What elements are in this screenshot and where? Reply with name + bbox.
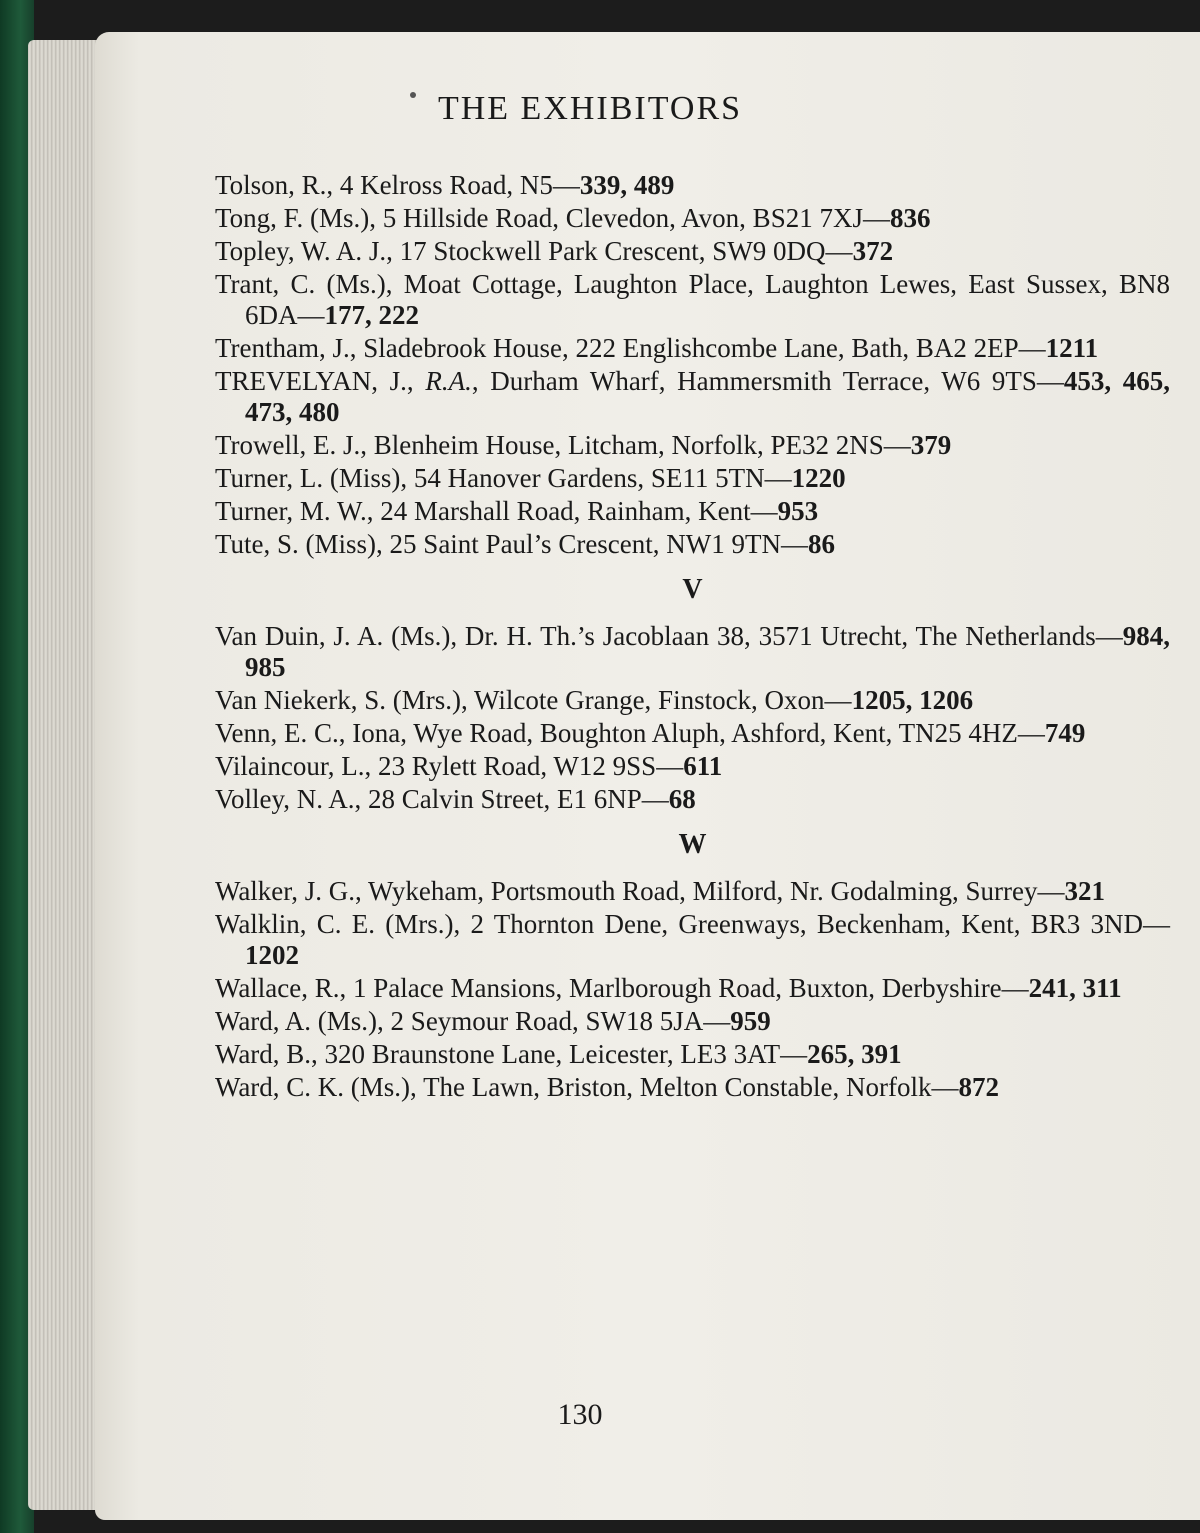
catalogue-numbers: 953 bbox=[777, 496, 819, 526]
exhibitor-entry bbox=[215, 333, 1170, 364]
exhibitor-entry bbox=[215, 1006, 1170, 1037]
exhibitor-address: Topley, W. A. J., 17 Stockwell Park Crescent, SW9 0DQ— bbox=[215, 236, 853, 266]
exhibitor-address: Tong, F. (Ms.), 5 Hillside Road, Clevedon, Avon, BS21 7XJ— bbox=[215, 203, 890, 233]
exhibitor-entry bbox=[215, 1072, 1170, 1103]
exhibitor-address: Turner, M. W., 24 Marshall Road, Rainham, Kent— bbox=[215, 496, 778, 526]
exhibitor-entry bbox=[215, 718, 1170, 749]
exhibitor-address: Tolson, R., 4 Kelross Road, N5— bbox=[215, 170, 580, 200]
catalogue-numbers: 1205, 1206 bbox=[851, 685, 974, 715]
catalogue-numbers: 321 bbox=[1064, 876, 1106, 906]
exhibitor-address: Venn, E. C., Iona, Wye Road, Boughton Aluph, Ashford, Kent, TN25 4HZ— bbox=[215, 718, 1045, 748]
exhibitor-address: Trowell, E. J., Blenheim House, Litcham, Norfolk, PE32 2NS— bbox=[215, 430, 911, 460]
section-letter: V bbox=[682, 574, 703, 605]
exhibitor-entry bbox=[215, 430, 1170, 461]
catalogue-numbers: 265, 391 bbox=[807, 1039, 902, 1069]
exhibitor-entry bbox=[215, 203, 1170, 234]
exhibitor-address: Van Niekerk, S. (Mrs.), Wilcote Grange, Finstock, Oxon— bbox=[215, 685, 852, 715]
exhibitor-entry bbox=[215, 621, 1170, 683]
exhibitor-entry bbox=[215, 909, 1170, 971]
exhibitor-address: Ward, A. (Ms.), 2 Seymour Road, SW18 5JA— bbox=[215, 1006, 731, 1036]
page-title: THE EXHIBITORS bbox=[437, 90, 743, 127]
exhibitor-address: Walklin, C. E. (Mrs.), 2 Thornton Dene, Greenways, Beckenham, Kent, BR3 3ND— bbox=[215, 909, 1170, 939]
catalogue-numbers: 836 bbox=[889, 203, 931, 233]
catalogue-numbers: 453, 465, 473, 480 bbox=[245, 366, 1171, 427]
section-letter: W bbox=[678, 829, 707, 860]
exhibitor-entry bbox=[215, 751, 1170, 782]
exhibitor-name: TREVELYAN, J., bbox=[215, 366, 426, 396]
exhibitor-entry bbox=[215, 236, 1170, 267]
catalogue-numbers: 379 bbox=[910, 430, 952, 460]
exhibitor-address: , Durham Wharf, Hammersmith Terrace, W6 9TS— bbox=[471, 366, 1064, 396]
exhibitor-entry bbox=[215, 170, 1170, 201]
exhibitor-address: Trant, C. (Ms.), Moat Cottage, Laughton Place, Laughton Lewes, East Sussex, BN8 6DA— bbox=[215, 269, 1170, 330]
catalogue-numbers: 1211 bbox=[1045, 333, 1099, 363]
exhibitor-address: Turner, L. (Miss), 54 Hanover Gardens, SE11 5TN— bbox=[215, 463, 792, 493]
exhibitor-entry bbox=[215, 784, 1170, 815]
catalogue-numbers: 749 bbox=[1044, 718, 1086, 748]
exhibitor-entry bbox=[215, 1039, 1170, 1070]
catalogue-numbers: 1220 bbox=[791, 463, 846, 493]
exhibitor-address: Ward, C. K. (Ms.), The Lawn, Briston, Melton Constable, Norfolk— bbox=[215, 1072, 959, 1102]
exhibitor-address: Van Duin, J. A. (Ms.), Dr. H. Th.’s Jacoblaan 38, 3571 Utrecht, The Netherlands— bbox=[215, 621, 1123, 651]
exhibitor-address: Walker, J. G., Wykeham, Portsmouth Road, Milford, Nr. Godalming, Surrey— bbox=[215, 876, 1065, 906]
exhibitor-entry bbox=[215, 463, 1170, 494]
catalogue-numbers: 339, 489 bbox=[579, 170, 675, 200]
exhibitor-address: Vilaincour, L., 23 Rylett Road, W12 9SS— bbox=[215, 751, 684, 781]
exhibitor-address: Volley, N. A., 28 Calvin Street, E1 6NP— bbox=[215, 784, 669, 814]
catalogue-numbers: 86 bbox=[808, 529, 835, 559]
page-number: 130 bbox=[557, 1398, 603, 1431]
exhibitor-entry bbox=[215, 685, 1170, 716]
exhibitor-address: Tute, S. (Miss), 25 Saint Paul’s Crescent, NW1 9TN— bbox=[215, 529, 808, 559]
exhibitor-entry bbox=[215, 876, 1170, 907]
exhibitor-entry bbox=[215, 973, 1170, 1004]
exhibitor-address: Wallace, R., 1 Palace Mansions, Marlborough Road, Buxton, Derbyshire— bbox=[215, 973, 1029, 1003]
exhibitor-entry bbox=[215, 366, 1170, 428]
exhibitor-entry bbox=[215, 496, 1170, 527]
catalogue-numbers: 1202 bbox=[245, 940, 299, 970]
catalogue-numbers: 241, 311 bbox=[1028, 973, 1122, 1003]
exhibitor-entry bbox=[215, 269, 1170, 331]
exhibitor-title: R.A. bbox=[425, 366, 472, 396]
catalogue-numbers: 872 bbox=[958, 1072, 999, 1102]
catalogue-numbers: 611 bbox=[683, 751, 723, 781]
catalogue-numbers: 68 bbox=[668, 784, 696, 814]
exhibitor-address: Ward, B., 320 Braunstone Lane, Leicester, LE3 3AT— bbox=[215, 1039, 808, 1069]
exhibitor-address: Trentham, J., Sladebrook House, 222 Englishcombe Lane, Bath, BA2 2EP— bbox=[215, 333, 1046, 363]
catalogue-numbers: 959 bbox=[730, 1006, 771, 1036]
exhibitor-list bbox=[215, 170, 1170, 1105]
catalogue-numbers: 372 bbox=[852, 236, 894, 266]
exhibitor-entry bbox=[215, 529, 1170, 560]
catalogue-numbers: 984, 985 bbox=[245, 621, 1170, 682]
catalogue-numbers: 177, 222 bbox=[324, 300, 419, 330]
